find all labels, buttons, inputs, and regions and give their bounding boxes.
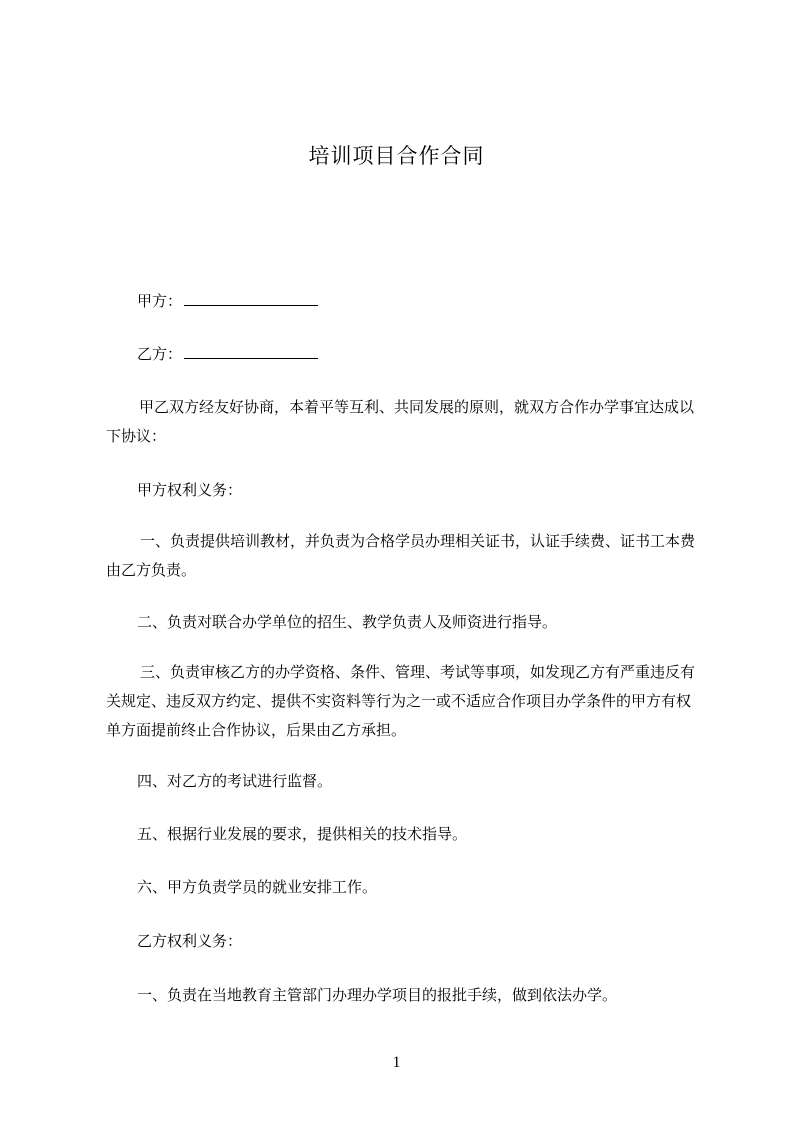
party-a-clause-1: 一、负责提供培训教材，并负责为合格学员办理相关证书，认证手续费、证书工本费由乙方负责。 — [106, 532, 696, 579]
page-number: 1 — [392, 1054, 401, 1071]
party-a-blank — [184, 289, 318, 306]
party-a-clause-5: 五、根据行业发展的要求，提供相关的技术指导。 — [137, 825, 468, 843]
party-a-clause-2: 二、负责对联合办学单位的招生、教学负责人及师资进行指导。 — [137, 613, 558, 631]
party-b-line — [137, 342, 318, 365]
party-a-clause-6: 六、甲方负责学员的就业安排工作。 — [137, 878, 378, 896]
party-b-blank — [184, 342, 318, 359]
party-a-clause-3: 三、负责审核乙方的办学资格、条件、管理、考试等事项，如发现乙方有严重违反有关规定、违反双方约定、提供不实资料等行为之一或不适应合作项目办学条件的甲方有权单方面提前终止合作协议，后果由乙方承担。 — [106, 663, 696, 739]
intro-paragraph: 甲乙双方经友好协商，本着平等互利、共同发展的原则，就双方合作办学事宜达成以下协议： — [106, 398, 695, 445]
party-b-label: 乙方： — [137, 345, 183, 363]
party-a-heading: 甲方权利义务： — [137, 481, 243, 499]
party-a-label: 甲方： — [137, 292, 183, 310]
document-title: 培训项目合作合同 — [308, 144, 485, 168]
party-b-clause-1: 一、负责在当地教育主管部门办理办学项目的报批手续，做到依法办学。 — [137, 986, 618, 1004]
party-a-clause-4: 四、对乙方的考试进行监督。 — [137, 772, 333, 790]
party-a-line — [137, 289, 318, 312]
party-b-heading: 乙方权利义务： — [137, 932, 243, 950]
